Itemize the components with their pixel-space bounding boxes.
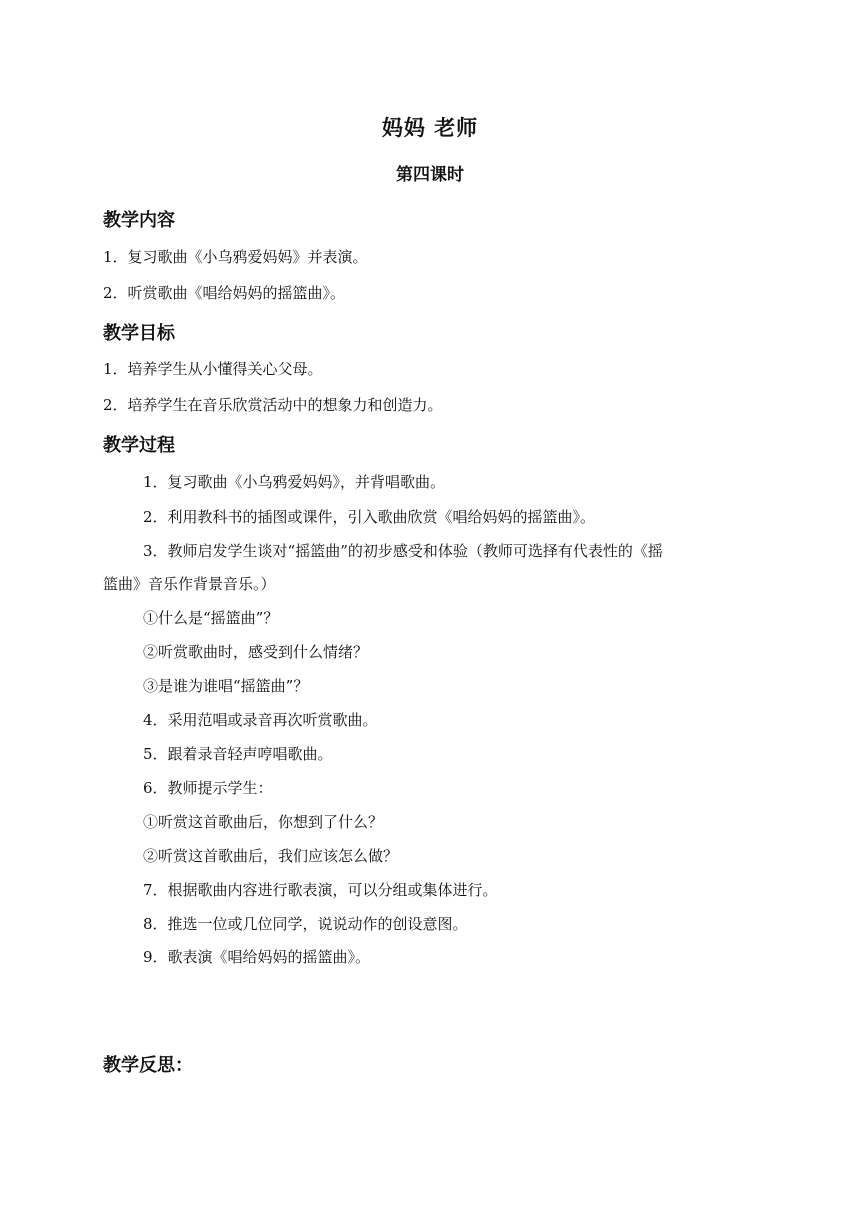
process-question: ③是谁为谁唱“摇篮曲”？ <box>143 677 309 695</box>
process-item: 9．歌表演《唱给妈妈的摇篮曲》。 <box>143 948 371 966</box>
process-item: 5．跟着录音轻声哼唱歌曲。 <box>143 745 333 763</box>
process-item: 3．教师启发学生谈对“摇篮曲”的初步感受和体验（教师可选择有代表性的《摇 <box>143 542 663 560</box>
lesson-subtitle: 第四课时 <box>396 165 464 185</box>
process-item: 7．根据歌曲内容进行歌表演，可以分组或集体进行。 <box>143 881 498 899</box>
process-question: ②听赏歌曲时，感受到什么情绪？ <box>143 643 369 661</box>
section-heading-content: 教学内容 <box>103 210 175 231</box>
section-heading-goals: 教学目标 <box>103 323 175 344</box>
process-question: ①听赏这首歌曲后，你想到了什么？ <box>143 813 384 831</box>
document-title: 妈妈 老师 <box>381 116 479 140</box>
process-item: 8．推选一位或几位同学，说说动作的创设意图。 <box>143 915 468 933</box>
content-item-1: 1．复习歌曲《小乌鸦爱妈妈》并表演。 <box>103 248 368 266</box>
process-item: 4．采用范唱或录音再次听赏歌曲。 <box>143 711 378 729</box>
process-item: 2．利用教科书的插图或课件，引入歌曲欣赏《唱给妈妈的摇篮曲》。 <box>143 508 596 526</box>
content-item-2: 2．听赏歌曲《唱给妈妈的摇篮曲》。 <box>103 284 346 302</box>
process-item-continuation: 篮曲》音乐作背景音乐。） <box>103 575 276 593</box>
process-question: ②听赏这首歌曲后，我们应该怎么做？ <box>143 847 399 865</box>
section-heading-reflection: 教学反思： <box>103 1055 193 1076</box>
goal-item-1: 1．培养学生从小懂得关心父母。 <box>103 360 323 378</box>
goal-item-2: 2．培养学生在音乐欣赏活动中的想象力和创造力。 <box>103 396 443 414</box>
process-item: 6．教师提示学生： <box>143 779 273 797</box>
process-question: ①什么是“摇篮曲”？ <box>143 609 279 627</box>
section-heading-process: 教学过程 <box>103 435 175 456</box>
process-item: 1．复习歌曲《小乌鸦爱妈妈》，并背唱歌曲。 <box>143 473 446 491</box>
